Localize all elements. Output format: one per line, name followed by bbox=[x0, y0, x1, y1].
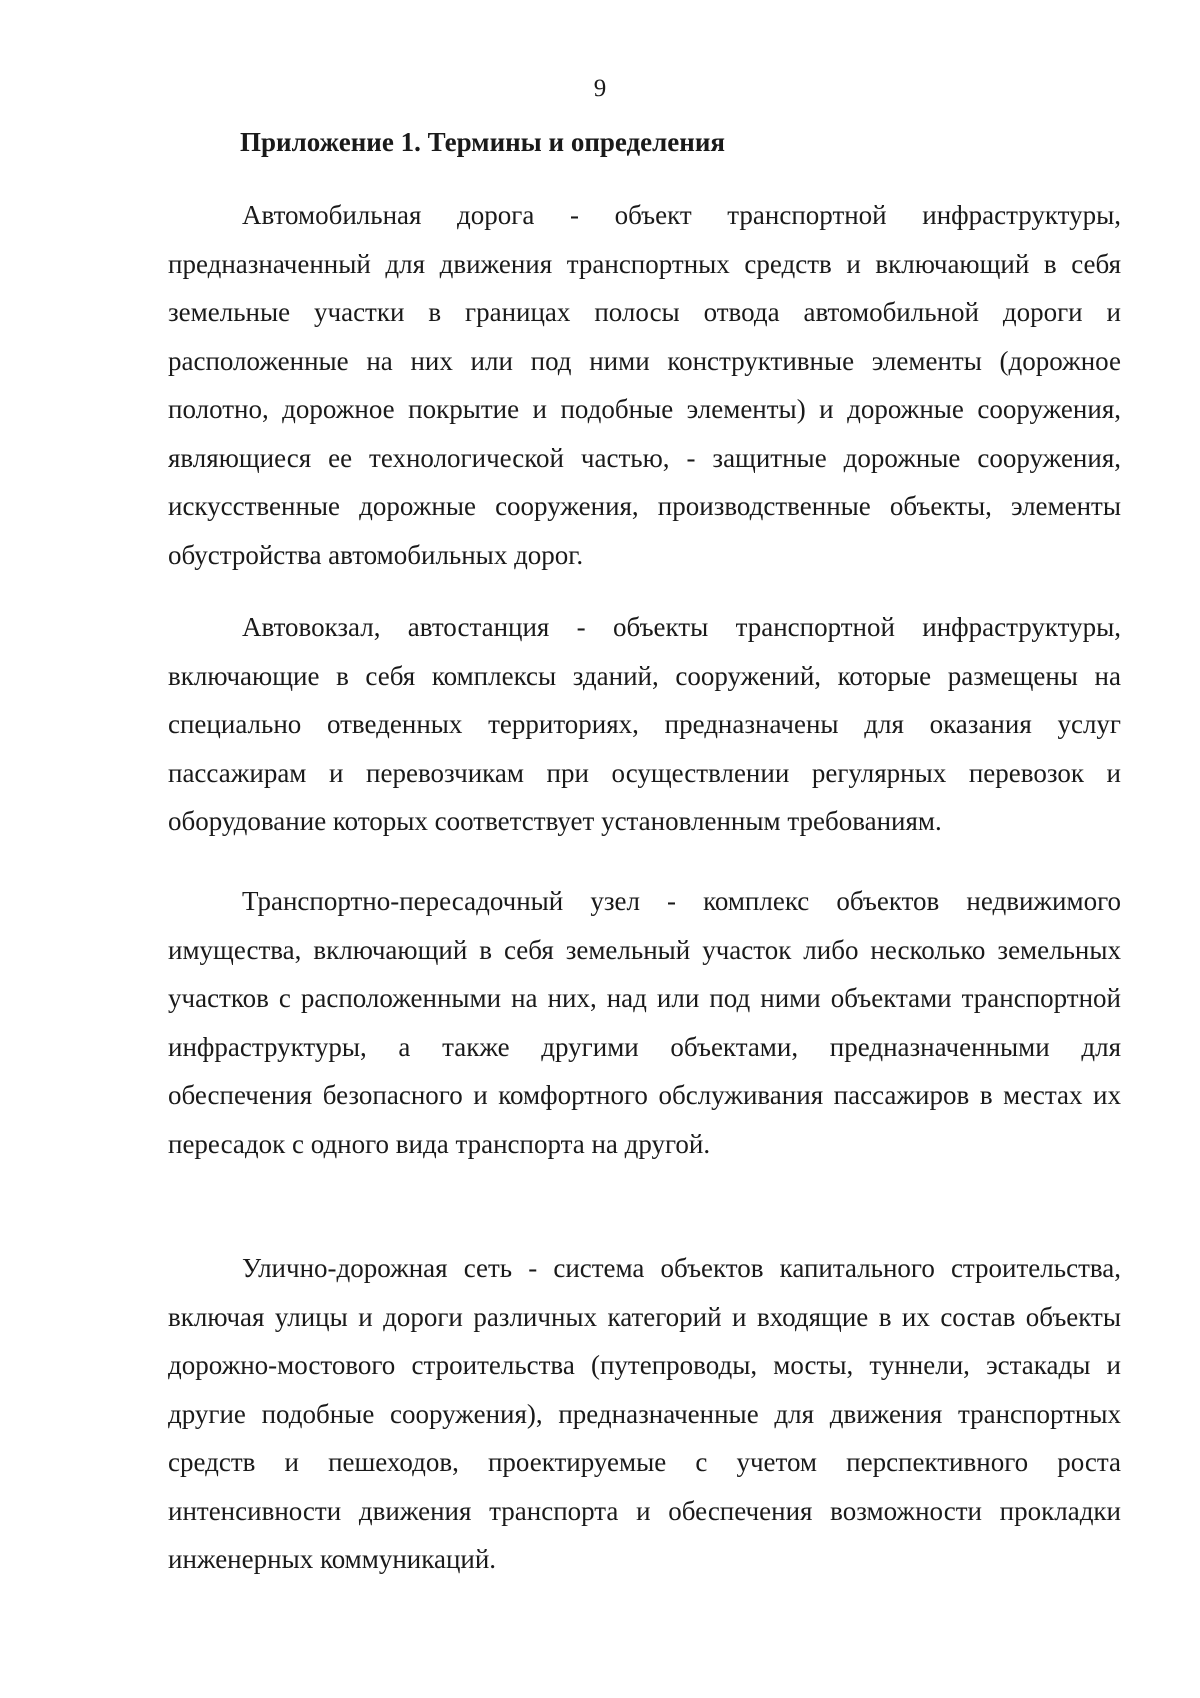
definition-paragraph: Автомобильная дорога - объект транспортной инфраструктуры, предназначенный для движения транспортных средств и включающий в себя земельные участки в границах полосы отвода автомобильной дороги и расположенные на них или под ними конструктивные элементы (дорожное полотно, дорожное покрытие и подобные элементы) и дорожные сооружения, являющиеся ее технологической частью, - защитные дорожные сооружения, искусственные дорожные сооружения, производственные объекты, элементы обустройства автомобильных дорог. bbox=[168, 200, 1121, 570]
section-heading: Приложение 1. Термины и определения bbox=[240, 127, 726, 157]
page-number: 9 bbox=[593, 75, 607, 102]
definition-paragraph: Транспортно-пересадочный узел - комплекс объектов недвижимого имущества, включающий в себя земельный участок либо несколько земельных участков с расположенными на них, над или под ними объектами транспортной инфраструктуры, а также другими объектами, предназначенными для обеспечения безопасного и комфортного обслуживания пассажиров в местах их пересадок с одного вида транспорта на другой. bbox=[168, 886, 1121, 1159]
definition-paragraph: Автовокзал, автостанция - объекты транспортной инфраструктуры, включающие в себя комплексы зданий, сооружений, которые размещены на специально отведенных территориях, предназначены для оказания услуг пассажирам и перевозчикам при осуществлении регулярных перевозок и оборудование которых соответствует установленным требованиям. bbox=[168, 612, 1121, 836]
definition-paragraph: Улично-дорожная сеть - система объектов капитального строительства, включая улицы и дороги различных категорий и входящие в их состав объекты дорожно-мостового строительства (путепроводы, мосты, туннели, эстакады и другие подобные сооружения), предназначенные для движения транспортных средств и пешеходов, проектируемые с учетом перспективного роста интенсивности движения транспорта и обеспечения возможности прокладки инженерных коммуникаций. bbox=[168, 1253, 1121, 1574]
